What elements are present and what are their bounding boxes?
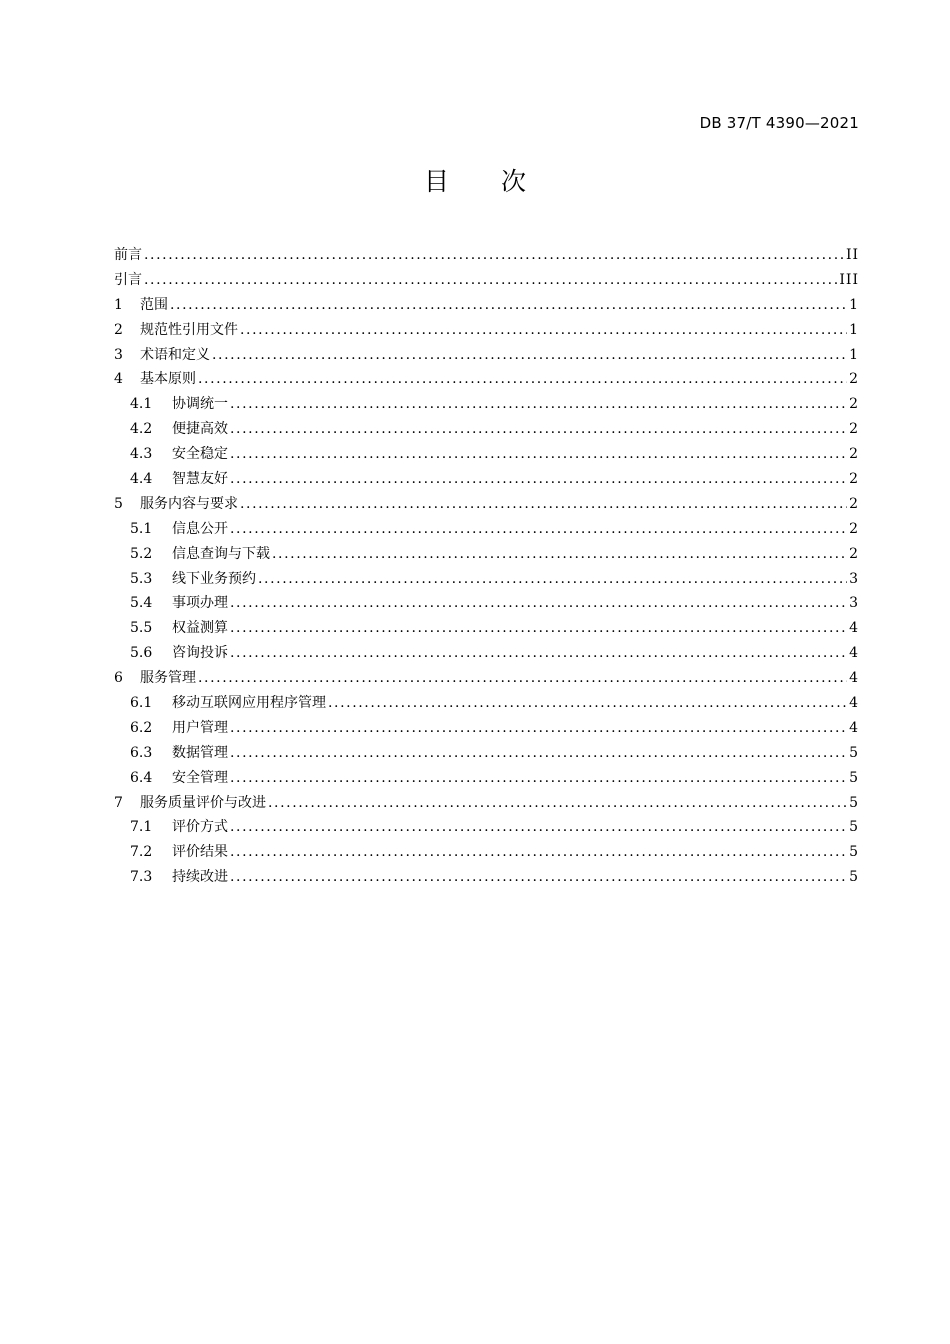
- toc-entry-page: 4: [849, 670, 859, 687]
- toc-entry[interactable]: [114, 865, 859, 890]
- toc-entry-page: 5: [849, 769, 859, 786]
- toc-entry-page: 1: [849, 296, 859, 313]
- toc-entry-page: 2: [849, 471, 859, 488]
- toc-entry-label: 智慧友好: [172, 471, 228, 488]
- toc-entry-page: 3: [849, 570, 859, 587]
- toc-entry-label: 持续改进: [172, 869, 228, 886]
- toc-entry[interactable]: [114, 517, 859, 542]
- toc-entry-number: 4.1: [130, 396, 153, 413]
- toc-entry-number: 5: [114, 495, 123, 512]
- toc-entry-page: 3: [849, 595, 859, 612]
- toc-leader-dots: [144, 243, 844, 268]
- toc-entry-label: 基本原则: [140, 371, 196, 388]
- toc-leader-dots: [240, 492, 847, 517]
- toc-entry-label: 移动互联网应用程序管理: [172, 695, 326, 712]
- toc-entry[interactable]: [114, 417, 859, 442]
- toc-entry-label: 咨询投诉: [172, 645, 228, 662]
- toc-entry-page: 2: [849, 520, 859, 537]
- toc-entry-label: 权益测算: [172, 620, 228, 637]
- toc-entry-label: 安全管理: [172, 769, 228, 786]
- toc-entry-number: 7.1: [130, 819, 153, 836]
- toc-leader-dots: [230, 766, 847, 791]
- toc-entry-page: 5: [849, 844, 859, 861]
- toc-leader-dots: [272, 542, 847, 567]
- toc-entry-number: 7.3: [130, 869, 153, 886]
- toc-entry-label: 协调统一: [172, 396, 228, 413]
- toc-entry-page: 5: [849, 794, 859, 811]
- toc-entry-number: 6.4: [130, 769, 153, 786]
- toc-entry-label: 线下业务预约: [172, 570, 256, 587]
- toc-entry-label: 范围: [140, 296, 168, 313]
- toc-leader-dots: [198, 367, 847, 392]
- toc-entry-page: 4: [849, 695, 859, 712]
- toc-entry-page: 2: [849, 495, 859, 512]
- toc-leader-dots: [212, 343, 847, 368]
- toc-entry-label: 数据管理: [172, 744, 228, 761]
- toc-entry-number: 1: [114, 296, 123, 313]
- toc-entry-label: 信息查询与下载: [172, 545, 270, 562]
- toc-entry-number: 4.4: [130, 471, 153, 488]
- toc-leader-dots: [230, 641, 847, 666]
- toc-leader-dots: [198, 666, 847, 691]
- toc-entry-number: 2: [114, 321, 123, 338]
- toc-leader-dots: [230, 840, 847, 865]
- toc-entry-label: 服务质量评价与改进: [140, 794, 266, 811]
- toc-leader-dots: [230, 442, 847, 467]
- toc-entry[interactable]: [114, 815, 859, 840]
- toc-entry-number: 6.3: [130, 744, 153, 761]
- toc-entry-label: 评价方式: [172, 819, 228, 836]
- standard-code: DB 37/T 4390—2021: [699, 114, 859, 132]
- toc-entry-number: 7.2: [130, 844, 153, 861]
- toc-entry-number: 4.2: [130, 421, 153, 438]
- toc-entry-page: 2: [849, 396, 859, 413]
- toc-entry-label: 事项办理: [172, 595, 228, 612]
- toc-entry[interactable]: [114, 791, 859, 816]
- toc-leader-dots: [230, 616, 847, 641]
- toc-entry-label: 服务内容与要求: [140, 495, 238, 512]
- toc-entry[interactable]: [114, 492, 859, 517]
- toc-entry[interactable]: [114, 243, 859, 268]
- toc-entry[interactable]: [114, 741, 859, 766]
- toc-leader-dots: [240, 318, 847, 343]
- toc-entry[interactable]: [114, 691, 859, 716]
- toc-entry-page: 2: [849, 545, 859, 562]
- toc-leader-dots: [144, 268, 837, 293]
- toc-entry[interactable]: [114, 367, 859, 392]
- toc-entry-page: 2: [849, 446, 859, 463]
- toc-entry-page: 4: [849, 620, 859, 637]
- toc-entry-page: 4: [849, 719, 859, 736]
- toc-entry-label: 服务管理: [140, 670, 196, 687]
- toc-entry-page: 5: [849, 869, 859, 886]
- toc-entry[interactable]: [114, 591, 859, 616]
- toc-entry-label: 术语和定义: [140, 346, 210, 363]
- toc-entry[interactable]: [114, 293, 859, 318]
- toc-leader-dots: [328, 691, 847, 716]
- toc-entry-page: 5: [849, 819, 859, 836]
- toc-entry[interactable]: [114, 442, 859, 467]
- toc-entry-number: 6.2: [130, 719, 153, 736]
- toc-entry[interactable]: [114, 567, 859, 592]
- toc-entry[interactable]: [114, 542, 859, 567]
- toc-entry[interactable]: [114, 467, 859, 492]
- toc-entry[interactable]: [114, 766, 859, 791]
- toc-entry-page: II: [845, 247, 859, 263]
- toc-leader-dots: [268, 791, 847, 816]
- toc-entry[interactable]: [114, 392, 859, 417]
- toc-leader-dots: [230, 467, 847, 492]
- table-of-contents: [114, 243, 859, 890]
- toc-entry-label: 信息公开: [172, 520, 228, 537]
- toc-entry[interactable]: [114, 666, 859, 691]
- toc-entry-page: 1: [849, 346, 859, 363]
- toc-entry[interactable]: [114, 318, 859, 343]
- toc-entry[interactable]: [114, 268, 859, 293]
- toc-entry-page: III: [839, 271, 859, 288]
- toc-entry-page: 4: [849, 645, 859, 662]
- toc-leader-dots: [230, 741, 847, 766]
- toc-entry-label: 引言: [114, 271, 142, 288]
- toc-leader-dots: [170, 293, 847, 318]
- toc-leader-dots: [258, 567, 847, 592]
- toc-entry-number: 4: [114, 371, 123, 388]
- toc-entry[interactable]: [114, 716, 859, 741]
- toc-entry-number: 5.6: [130, 645, 153, 662]
- page-title: 目 次: [424, 167, 548, 196]
- toc-leader-dots: [230, 392, 847, 417]
- toc-leader-dots: [230, 865, 847, 890]
- toc-entry-page: 2: [849, 371, 859, 388]
- toc-leader-dots: [230, 716, 847, 741]
- toc-entry-label: 安全稳定: [172, 446, 228, 463]
- toc-leader-dots: [230, 815, 847, 840]
- toc-entry-label: 规范性引用文件: [140, 321, 238, 338]
- toc-entry-number: 4.3: [130, 446, 153, 463]
- toc-entry-label: 便捷高效: [172, 421, 228, 438]
- toc-entry-number: 5.5: [130, 620, 153, 637]
- toc-entry-number: 3: [114, 346, 123, 363]
- toc-entry-label: 用户管理: [172, 719, 228, 736]
- toc-entry-number: 6: [114, 670, 123, 687]
- toc-entry-number: 5.4: [130, 595, 153, 612]
- toc-entry[interactable]: [114, 616, 859, 641]
- toc-entry-number: 6.1: [130, 695, 153, 712]
- toc-entry-label: 前言: [114, 247, 142, 263]
- toc-entry-label: 评价结果: [172, 844, 228, 861]
- toc-entry-page: 5: [849, 744, 859, 761]
- toc-entry[interactable]: [114, 840, 859, 865]
- toc-entry-number: 5.2: [130, 545, 153, 562]
- toc-entry-number: 5.3: [130, 570, 153, 587]
- toc-leader-dots: [230, 517, 847, 542]
- toc-entry-page: 1: [849, 321, 859, 338]
- toc-entry-number: 5.1: [130, 520, 153, 537]
- toc-entry[interactable]: [114, 641, 859, 666]
- toc-entry[interactable]: [114, 343, 859, 368]
- toc-leader-dots: [230, 417, 847, 442]
- toc-entry-number: 7: [114, 794, 123, 811]
- toc-leader-dots: [230, 591, 847, 616]
- toc-entry-page: 2: [849, 421, 859, 438]
